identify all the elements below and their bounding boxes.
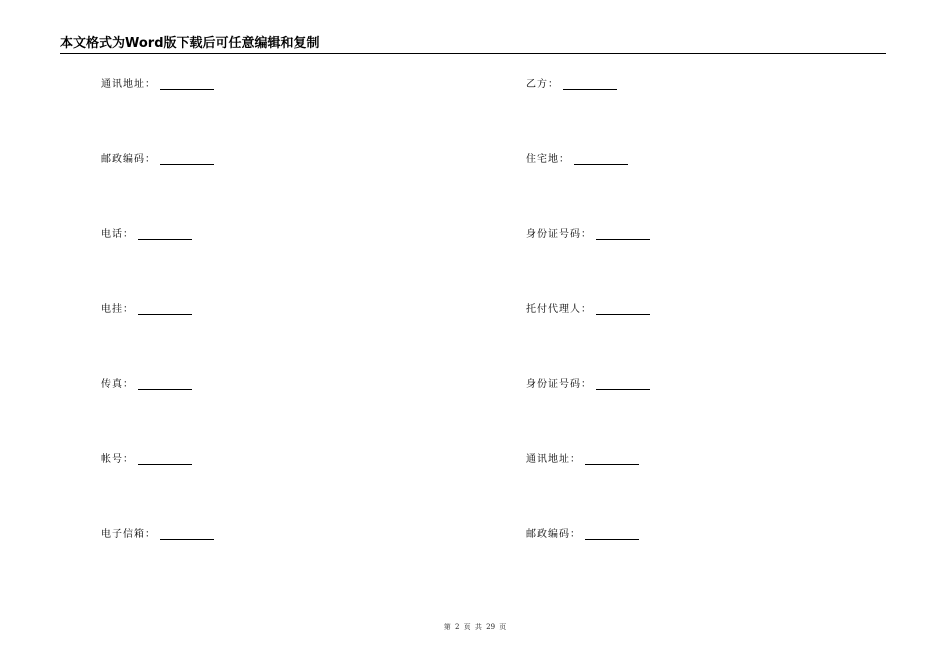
field-label: 托付代理人： (526, 304, 592, 315)
party-b-info-column (526, 79, 650, 604)
fill-in-blank[interactable] (596, 379, 650, 390)
field-id-number (526, 229, 650, 304)
field-label: 邮政编码： (526, 529, 581, 540)
total-unit: 页 (499, 623, 507, 631)
fill-in-blank[interactable] (138, 229, 192, 240)
page-unit: 页 (463, 623, 471, 631)
field-mailing-address (526, 454, 650, 529)
field-residence (526, 154, 650, 229)
fill-in-blank[interactable] (138, 304, 192, 315)
header-title: 本文格式为Word版下载后可任意编辑和复制 (60, 36, 320, 51)
fill-in-blank[interactable] (160, 79, 214, 90)
field-label: 邮政编码： (101, 154, 156, 165)
field-email (101, 529, 214, 604)
page-number-footer (0, 623, 950, 632)
fill-in-blank[interactable] (160, 529, 214, 540)
fill-in-blank[interactable] (563, 79, 617, 90)
field-label: 通讯地址： (526, 454, 581, 465)
field-label: 电话： (101, 229, 134, 240)
fill-in-blank[interactable] (138, 454, 192, 465)
party-a-contact-column (101, 79, 214, 604)
field-phone (101, 229, 214, 304)
fill-in-blank[interactable] (585, 529, 639, 540)
field-account (101, 454, 214, 529)
field-label: 身份证号码： (526, 379, 592, 390)
field-mailing-address (101, 79, 214, 154)
field-postal-code (526, 529, 650, 604)
field-label: 身份证号码： (526, 229, 592, 240)
total-page-count: 29 (486, 623, 496, 631)
field-fax (101, 379, 214, 454)
page-prefix: 第 (443, 623, 451, 631)
field-label: 住宅地： (526, 154, 570, 165)
field-label: 电挂： (101, 304, 134, 315)
fill-in-blank[interactable] (585, 454, 639, 465)
field-label: 传真： (101, 379, 134, 390)
fill-in-blank[interactable] (596, 229, 650, 240)
field-agent-id-number (526, 379, 650, 454)
field-label: 电子信箱： (101, 529, 156, 540)
field-cable (101, 304, 214, 379)
current-page-number: 2 (454, 623, 460, 631)
field-label: 帐号： (101, 454, 134, 465)
field-party-b (526, 79, 650, 154)
field-label: 乙方： (526, 79, 559, 90)
field-postal-code (101, 154, 214, 229)
fill-in-blank[interactable] (596, 304, 650, 315)
total-prefix: 共 (474, 623, 482, 631)
fill-in-blank[interactable] (160, 154, 214, 165)
field-agent (526, 304, 650, 379)
field-label: 通讯地址： (101, 79, 156, 90)
fill-in-blank[interactable] (574, 154, 628, 165)
page-header (60, 36, 886, 54)
fill-in-blank[interactable] (138, 379, 192, 390)
